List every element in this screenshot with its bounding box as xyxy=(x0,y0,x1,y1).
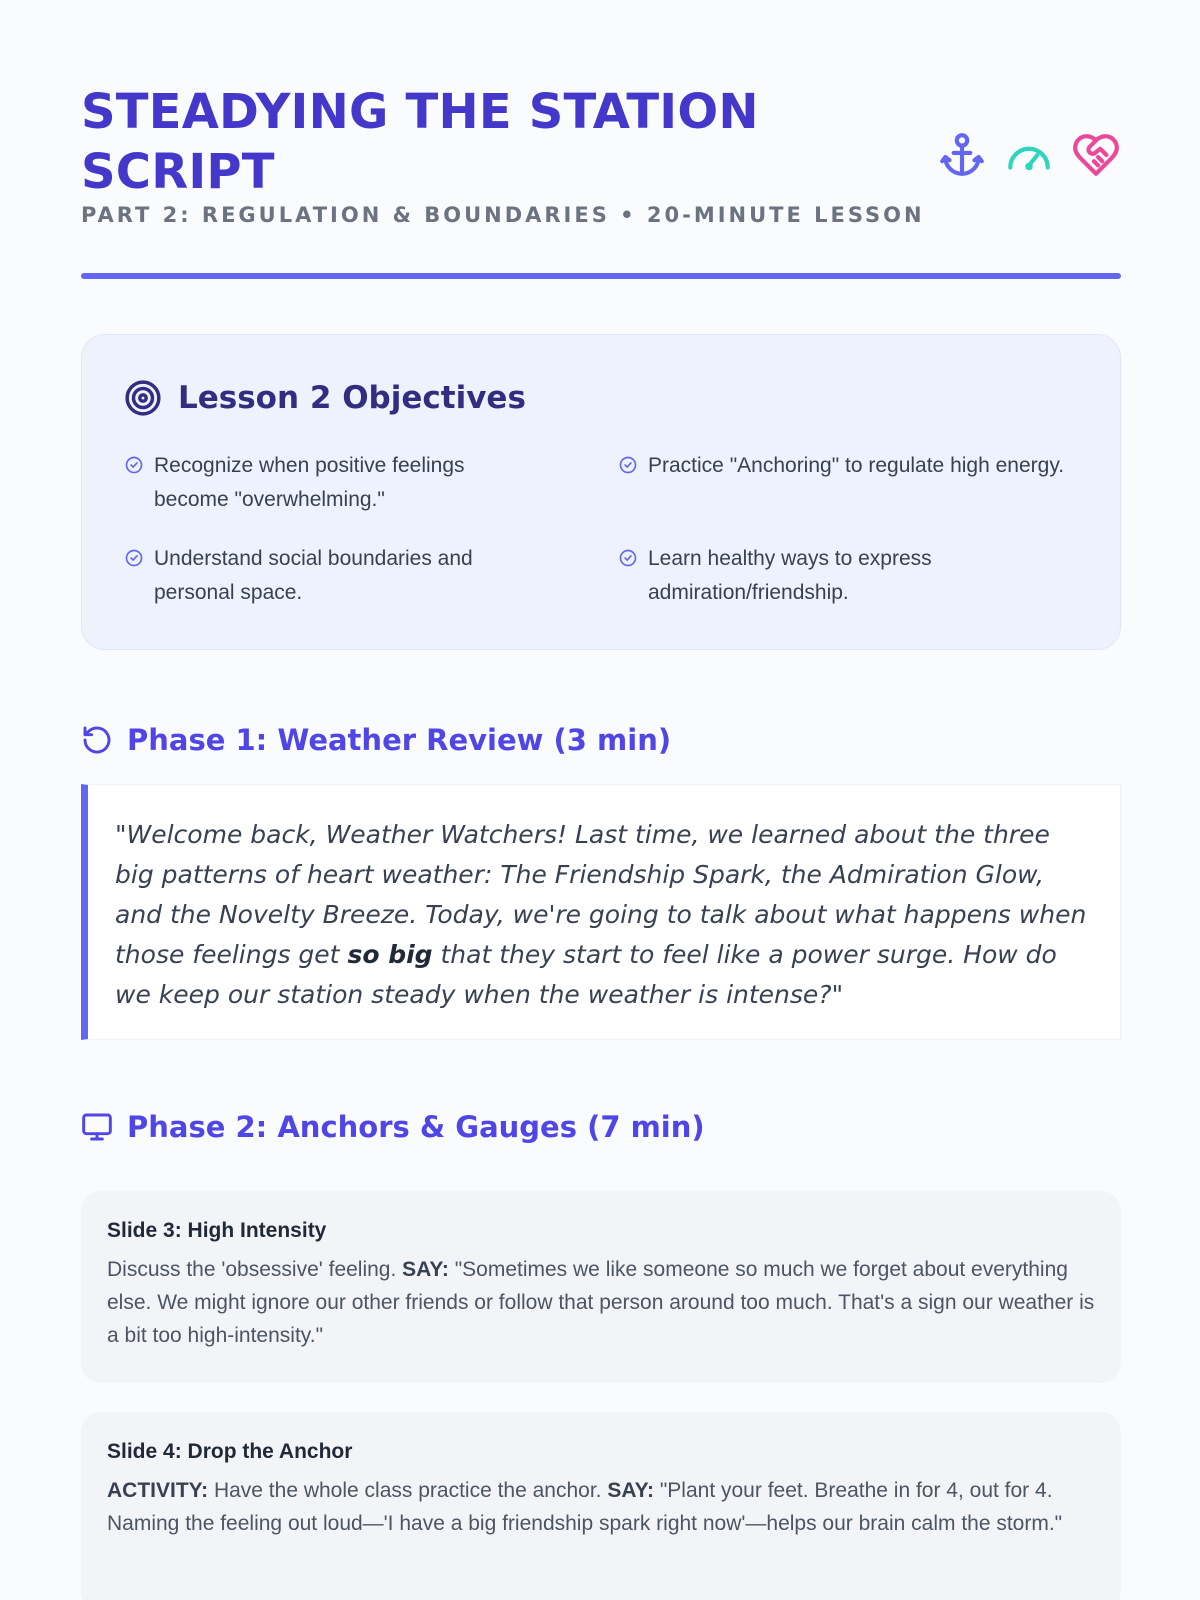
heart-handshake-icon xyxy=(1071,130,1121,180)
lesson-script-page xyxy=(81,0,1121,1535)
objective-item xyxy=(124,542,554,610)
target-icon xyxy=(124,379,162,417)
slide-card xyxy=(81,1412,1121,1600)
quote-text: "Welcome back, Weather Watchers! Last time, we learned about the three big patterns of heart weather: The Friendship Spark, the Admiration Glow, and the Novelty Breeze. Today, we're going to talk about what happens when those feelings get so big that they start to feel like a power surge. How do we keep our station steady when the weather is intense?" xyxy=(115,820,1087,1009)
objectives-title: Lesson 2 Objectives xyxy=(178,380,526,416)
rotate-ccw-icon xyxy=(81,724,113,756)
slide-card xyxy=(81,1191,1121,1383)
objectives-heading xyxy=(124,379,526,417)
slide-title: Slide 4: Drop the Anchor xyxy=(107,1440,353,1463)
phase-1-quote xyxy=(81,784,1121,1040)
phase-1-heading xyxy=(81,723,671,757)
slide-title: Slide 3: High Intensity xyxy=(107,1219,327,1242)
phase-2-title: Phase 2: Anchors & Gauges (7 min) xyxy=(127,1110,705,1144)
objective-text: Learn healthy ways to express admiration/friendship. xyxy=(648,547,932,604)
header-divider xyxy=(81,273,1121,279)
objective-item xyxy=(618,542,1018,610)
page-header xyxy=(81,0,1121,285)
anchor-icon xyxy=(937,130,987,180)
gauge-icon xyxy=(1004,130,1054,180)
objective-text: Recognize when positive feelings become "overwhelming." xyxy=(154,454,465,511)
objectives-card xyxy=(81,334,1121,650)
objective-text: Understand social boundaries and personal space. xyxy=(154,547,473,604)
slide-body: ACTIVITY: Have the whole class practice the anchor. SAY: "Plant your feet. Breathe in for 4, out for 4. Naming the feeling out loud—'I have a big friendship spark right now'—helps our brain calm the storm." xyxy=(107,1479,1063,1535)
objective-item xyxy=(618,449,1068,483)
circle-check-icon xyxy=(618,455,638,475)
phase-2-heading xyxy=(81,1110,705,1144)
monitor-icon xyxy=(81,1111,113,1143)
circle-check-icon xyxy=(618,548,638,568)
quote-emphasis: so big xyxy=(347,940,433,969)
phase-1-title: Phase 1: Weather Review (3 min) xyxy=(127,723,672,757)
page-subtitle: PART 2: REGULATION & BOUNDARIES • 20-MINUTE LESSON xyxy=(81,203,925,227)
page-title: STEADYING THE STATION SCRIPT xyxy=(81,84,759,200)
slide-body: Discuss the 'obsessive' feeling. SAY: "Sometimes we like someone so much we forget about everything else. We might ignore our other friends or follow that person around too much. That's a sign our weather is a bit too high-intensity." xyxy=(107,1258,1095,1347)
circle-check-icon xyxy=(124,455,144,475)
objective-text: Practice "Anchoring" to regulate high energy. xyxy=(648,454,1065,477)
circle-check-icon xyxy=(124,548,144,568)
objective-item xyxy=(124,449,544,517)
header-icon-group xyxy=(937,130,1121,180)
